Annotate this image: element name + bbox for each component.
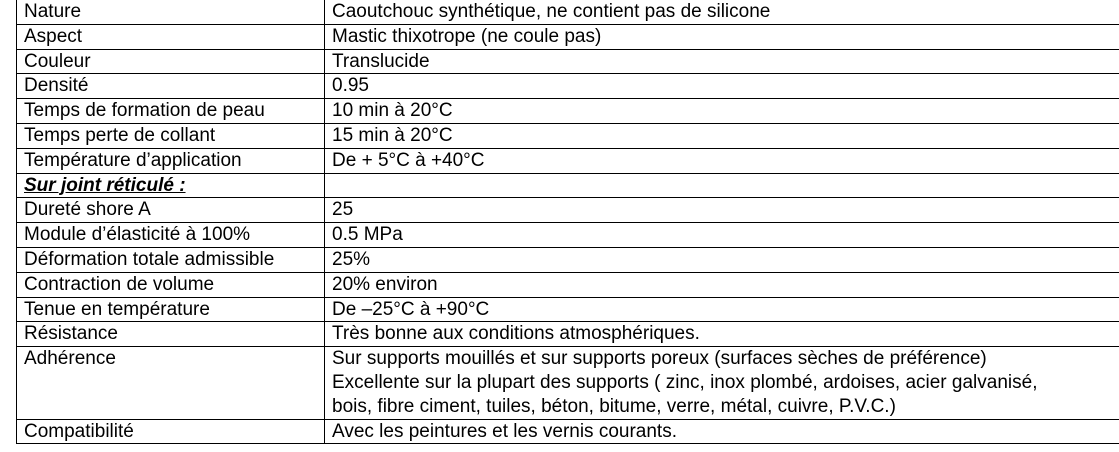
property-label: Temps de formation de peau: [24, 100, 265, 122]
property-value-line: De + 5°C à +40°C: [332, 149, 485, 171]
property-value-cell: [325, 347, 1119, 419]
property-label-cell: [17, 297, 325, 322]
table-row: [17, 0, 1119, 24]
property-value-line: Très bonne aux conditions atmosphériques.: [332, 323, 700, 345]
spec-table-body: [17, 0, 1119, 444]
property-label-cell: [17, 247, 325, 272]
property-label: Couleur: [24, 50, 91, 72]
property-label: Déformation totale admissible: [24, 248, 275, 270]
property-label: Tenue en température: [24, 298, 210, 320]
property-label: Module d’élasticité à 100%: [24, 224, 251, 246]
table-row: [17, 198, 1119, 223]
property-label-cell: [17, 148, 325, 173]
property-value-cell: [325, 419, 1119, 444]
property-label-cell: [17, 173, 325, 198]
property-value-cell: [325, 0, 1119, 24]
property-label: Compatibilité: [24, 420, 134, 442]
property-value-line: Mastic thixotrope (ne coule pas): [332, 25, 602, 47]
property-label: Aspect: [24, 25, 83, 47]
property-value-cell: [325, 123, 1119, 148]
property-label: Adhérence: [24, 348, 116, 370]
property-value-line: 0.95: [332, 75, 369, 97]
property-value-line: Sur supports mouillés et sur supports poreux (surfaces sèches de préférence): [332, 348, 987, 370]
property-value-line: Translucide: [332, 50, 430, 72]
property-label-cell: [17, 99, 325, 124]
property-label: Dureté shore A: [24, 199, 151, 221]
property-value-cell: [325, 247, 1119, 272]
table-row: [17, 148, 1119, 173]
property-label: Nature: [24, 1, 82, 22]
property-label: Temps perte de collant: [24, 124, 216, 146]
table-row: [17, 123, 1119, 148]
technical-spec-table: [16, 0, 1119, 444]
property-value-line: Caoutchouc synthétique, ne contient pas de silicone: [332, 1, 771, 22]
property-value-cell: [325, 74, 1119, 99]
property-value-line: [332, 174, 1119, 198]
table-row: [17, 24, 1119, 49]
table-row: [17, 223, 1119, 248]
table-row: [17, 49, 1119, 74]
property-value-line: 25%: [332, 248, 371, 270]
property-value-cell: [325, 24, 1119, 49]
property-value-line: 0.5 MPa: [332, 224, 403, 246]
table-row: [17, 247, 1119, 272]
table-row: [17, 297, 1119, 322]
property-label-cell: [17, 123, 325, 148]
property-value-cell: [325, 173, 1119, 198]
property-value-cell: [325, 148, 1119, 173]
property-value-line: 10 min à 20°C: [332, 100, 453, 122]
property-label-cell: [17, 322, 325, 347]
table-row: [17, 419, 1119, 444]
property-label-cell: [17, 419, 325, 444]
table-row: [17, 99, 1119, 124]
property-value-cell: [325, 223, 1119, 248]
property-label-cell: [17, 74, 325, 99]
table-row: [17, 347, 1119, 419]
property-label: Densité: [24, 75, 89, 97]
property-value-line: 20% environ: [332, 273, 438, 295]
section-heading-row: [17, 173, 1119, 198]
property-value-cell: [325, 198, 1119, 223]
property-value-line: De –25°C à +90°C: [332, 298, 490, 320]
property-label-cell: [17, 272, 325, 297]
property-value-line: Avec les peintures et les vernis courants.: [332, 420, 677, 442]
property-label-cell: [17, 347, 325, 419]
property-label: Contraction de volume: [24, 273, 215, 295]
property-value-line: 25: [332, 199, 354, 221]
property-label-cell: [17, 223, 325, 248]
table-row: [17, 272, 1119, 297]
property-value-line: Excellente sur la plupart des supports ( zinc, inox plombé, ardoises, acier galvanisé,: [332, 371, 1038, 393]
table-row: [17, 74, 1119, 99]
property-label-cell: [17, 0, 325, 24]
property-value-cell: [325, 322, 1119, 347]
property-label: Résistance: [24, 323, 118, 345]
property-value-cell: [325, 297, 1119, 322]
property-value-line: 15 min à 20°C: [332, 124, 453, 146]
property-label-cell: [17, 49, 325, 74]
property-value-cell: [325, 272, 1119, 297]
property-value-line: bois, fibre ciment, tuiles, béton, bitume, verre, métal, cuivre, P.V.C.): [332, 395, 896, 417]
property-label-cell: [17, 198, 325, 223]
property-value-cell: [325, 99, 1119, 124]
property-value-cell: [325, 49, 1119, 74]
property-label-cell: [17, 24, 325, 49]
property-label: Température d’application: [24, 149, 242, 171]
table-row: [17, 322, 1119, 347]
section-heading: Sur joint réticulé :: [24, 174, 186, 196]
